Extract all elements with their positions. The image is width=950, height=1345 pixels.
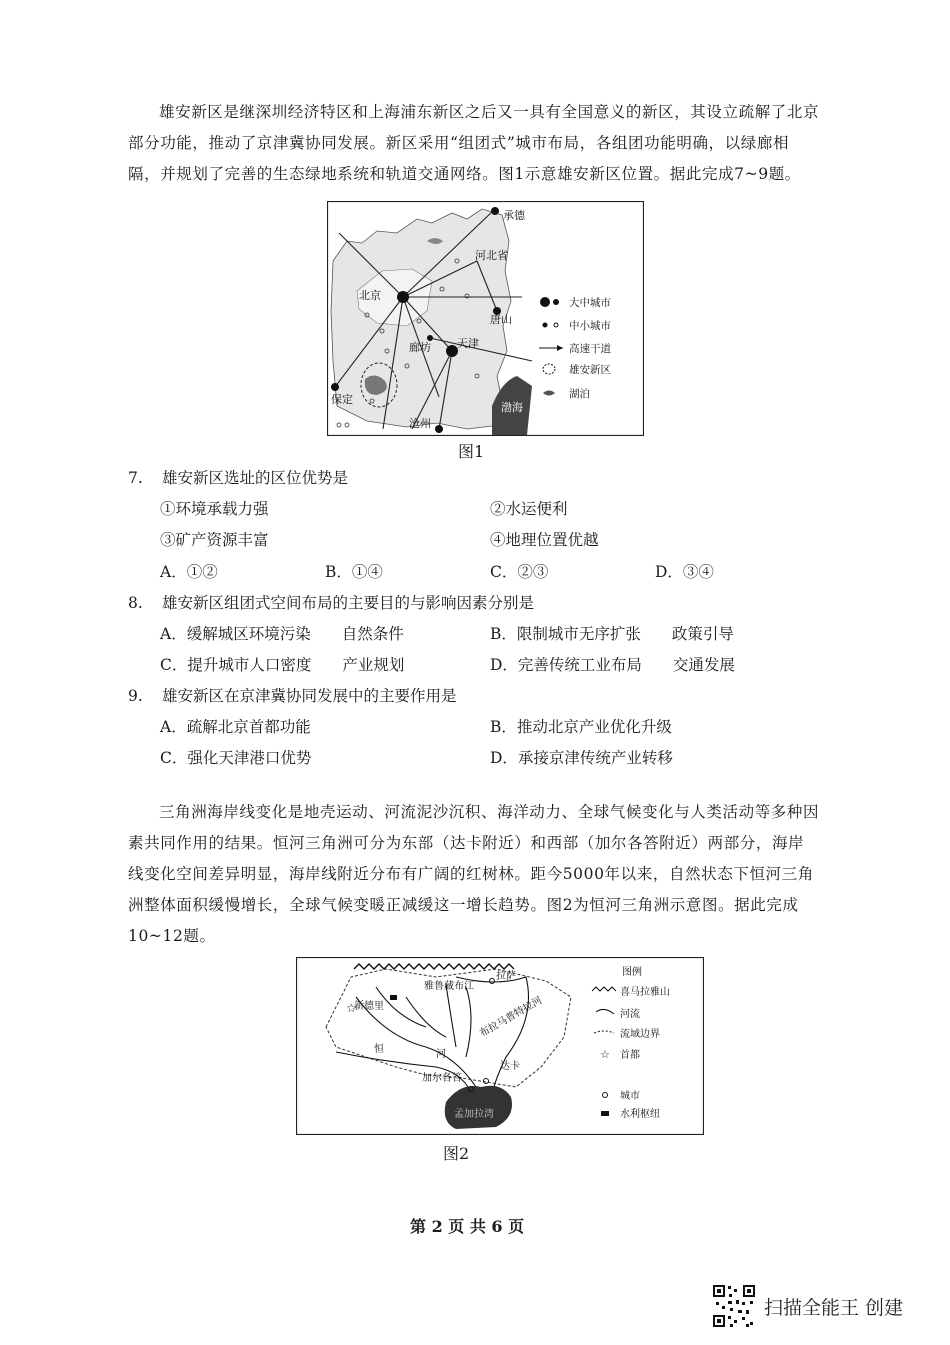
label-heng: 恒 — [374, 1044, 384, 1055]
q9-option-c[interactable]: C．强化天津港口优势 — [160, 749, 312, 767]
figure-2-map — [296, 957, 704, 1135]
q7-item-2: ②水运便利 — [490, 500, 568, 518]
label-bohai: 渤海 — [501, 401, 523, 414]
q7-option-d[interactable]: D．③④ — [655, 563, 714, 581]
q9-option-d[interactable]: D．承接京津传统产业转移 — [490, 749, 673, 767]
label-lhasa: 拉萨 — [496, 971, 516, 982]
legend-title: 图例 — [622, 967, 642, 978]
label-cangzhou: 沧州 — [409, 417, 431, 430]
legend-hydro: 水利枢纽 — [620, 1109, 660, 1120]
passage-ganges-delta: 三角洲海岸线变化是地壳运动、河流泥沙沉积、海洋动力、全球气候变化与人类活动等多种因素共同作用的结果。恒河三角洲可分为东部（达卡附近）和西部（加尔各答附近）两部分，海岸线变化空间差异明显，海岸线附近分布有广阔的红树林。距今5000年以来，自然状态下恒河三角洲整体面积缓慢增长，全球气候变暖正减缓这一增长趋势。图2为恒河三角洲示意图。据此完成10~12题。 — [128, 803, 820, 945]
legend-lake: 湖泊 — [569, 388, 590, 400]
q8-option-b[interactable]: B．限制城市无序扩张 政策引导 — [490, 625, 734, 643]
q7-option-b[interactable]: B．①④ — [325, 563, 383, 581]
label-hebei: 河北省 — [475, 249, 508, 262]
legend-highway: 高速干道 — [569, 343, 611, 355]
q7-item-3: ③矿产资源丰富 — [160, 531, 269, 549]
label-langfang: 廊坊 — [409, 341, 431, 354]
label-brahmaputra: 布拉马普特拉河 — [478, 995, 545, 1040]
question-8-stem: 雄安新区组团式空间布局的主要目的与影响因素分别是 — [162, 594, 535, 612]
scanner-text: 扫描全能王 创建 — [764, 1296, 904, 1319]
q7-item-4: ④地理位置优越 — [490, 531, 599, 549]
q8-option-a[interactable]: A．缓解城区环境污染 自然条件 — [160, 625, 404, 643]
q7-item-1: ①环境承载力强 — [160, 500, 269, 518]
q7-option-a[interactable]: A．①② — [160, 563, 218, 581]
scanner-watermark — [712, 1283, 903, 1329]
legend-capital: 首都 — [620, 1050, 640, 1061]
figure-1-caption: 图1 — [458, 442, 485, 461]
label-kolkata: 加尔各答 — [422, 1073, 462, 1084]
legend-large-city: 大中城市 — [569, 297, 611, 309]
legend-small-city: 中小城市 — [569, 320, 611, 332]
figure-1-map — [327, 201, 644, 436]
legend-city: 城市 — [620, 1091, 640, 1102]
question-7-stem: 雄安新区选址的区位优势是 — [162, 469, 349, 487]
legend-xiongan: 雄安新区 — [569, 364, 611, 376]
q9-option-a[interactable]: A．疏解北京首都功能 — [160, 718, 311, 736]
question-7-number: 7. — [128, 469, 143, 487]
label-newdelhi: 新德里 — [354, 1001, 384, 1012]
q9-option-b[interactable]: B．推动北京产业优化升级 — [490, 718, 672, 736]
svg-text:☆: ☆ — [346, 1001, 357, 1015]
question-9-stem: 雄安新区在京津冀协同发展中的主要作用是 — [162, 687, 457, 705]
label-he: 河 — [436, 1049, 446, 1060]
label-tianjin: 天津 — [457, 337, 479, 350]
figure-2-caption: 图2 — [443, 1144, 470, 1163]
legend-boundary: 流域边界 — [620, 1029, 660, 1040]
q8-option-c[interactable]: C．提升城市人口密度 产业规划 — [160, 656, 405, 674]
question-9-number: 9. — [128, 687, 143, 705]
legend-river: 河流 — [620, 1009, 640, 1020]
svg-text:☆: ☆ — [600, 1048, 610, 1061]
label-bay: 孟加拉湾 — [454, 1109, 494, 1120]
label-yarlung: 雅鲁藏布江 — [424, 981, 474, 992]
label-dhaka: 达卡 — [500, 1061, 520, 1072]
label-chengde: 承德 — [503, 209, 525, 222]
question-8-number: 8. — [128, 594, 143, 612]
q8-option-d[interactable]: D．完善传统工业布局 交通发展 — [490, 656, 735, 674]
qr-code-icon — [712, 1284, 756, 1328]
question-8 — [128, 588, 534, 619]
q7-option-c[interactable]: C．②③ — [490, 563, 549, 581]
legend-himalaya: 喜马拉雅山 — [620, 987, 670, 998]
label-tangshan: 唐山 — [490, 313, 512, 326]
label-beijing: 北京 — [359, 289, 381, 302]
passage-xiongan: 雄安新区是继深圳经济特区和上海浦东新区之后又一具有全国意义的新区，其设立疏解了北京部分功能，推动了京津冀协同发展。新区采用“组团式”城市布局，各组团功能明确，以绿廊相隔，并规划了完善的生态绿地系统和轨道交通网络。图1示意雄安新区位置。据此完成7~9题。 — [128, 103, 820, 183]
question-7 — [128, 463, 348, 494]
page-number: 第 2 页 共 6 页 — [410, 1217, 525, 1236]
label-baoding: 保定 — [331, 393, 353, 406]
question-9 — [128, 681, 457, 712]
